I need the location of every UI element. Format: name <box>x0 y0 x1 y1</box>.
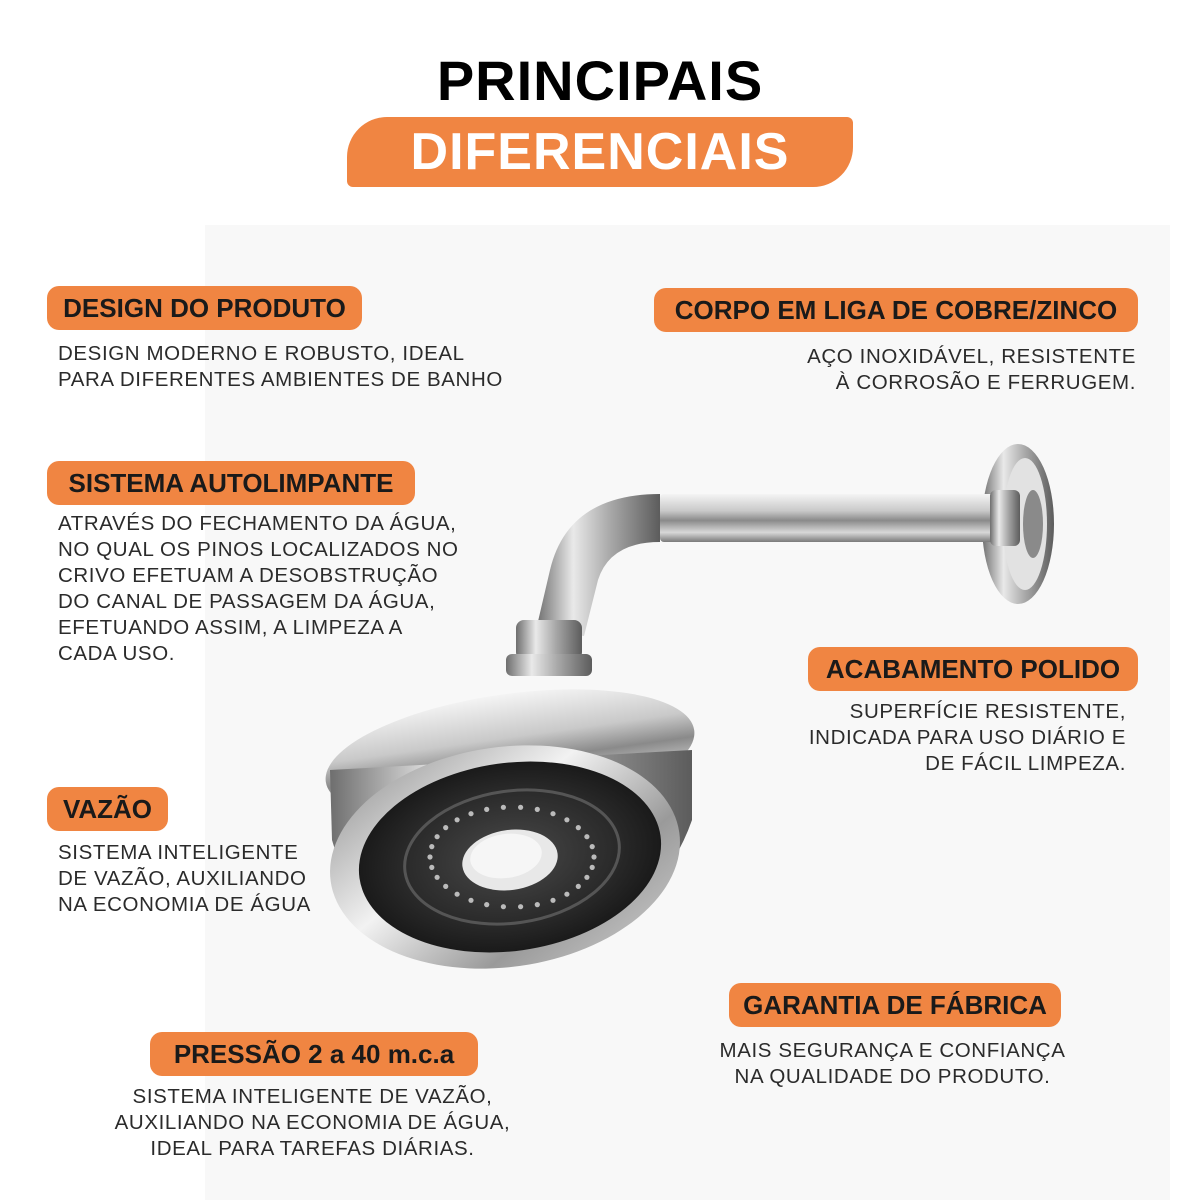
nozzle-dot <box>576 884 581 889</box>
feature-badge-design <box>47 286 362 330</box>
nozzle-dot <box>564 892 569 897</box>
nozzle-dot <box>501 904 506 909</box>
feature-title-body: CORPO EM LIGA DE COBRE/ZINCO <box>674 294 1118 325</box>
nozzle-dot <box>535 902 540 907</box>
feature-text-pressure: SISTEMA INTELIGENTE DE VAZÃO, AUXILIANDO NA ECONOMIA DE ÁGUA, IDEAL PARA TAREFAS DIÁRIAS. <box>114 1085 511 1160</box>
feature-title-selfclean: SISTEMA AUTOLIMPANTE <box>68 467 394 498</box>
nozzle-dot <box>576 825 581 830</box>
title-highlight-pill <box>347 117 853 187</box>
nozzle-dot <box>584 834 589 839</box>
feature-text-finish: SUPERFÍCIE RESISTENTE, INDICADA PARA USO DIÁRIO E DE FÁCIL LIMPEZA. <box>808 700 1126 775</box>
nozzle-dot <box>535 807 540 812</box>
nozzle-dot <box>550 811 555 816</box>
nozzle-dot <box>435 875 440 880</box>
nozzle-dot <box>518 904 523 909</box>
nozzle-dot <box>468 898 473 903</box>
nozzle-dot <box>435 834 440 839</box>
feature-badge-body <box>654 288 1138 332</box>
feature-badge-pressure <box>150 1032 478 1076</box>
page-subtitle: DIFERENCIAIS <box>410 123 790 181</box>
nozzle-dot <box>429 844 434 849</box>
feature-text-selfclean: ATRAVÉS DO FECHAMENTO DA ÁGUA, NO QUAL OS PINOS LOCALIZADOS NO CRIVO EFETUAM A DESOBSTRUÇÃO DO CANAL DE PASSAGEM DA ÁGUA, EFETUANDO ASSIM, A LIMPEZA A CADA USO. <box>58 512 459 665</box>
nozzle-dot <box>455 892 460 897</box>
nozzle-dot <box>590 844 595 849</box>
feature-text-design: DESIGN MODERNO E ROBUSTO, IDEAL PARA DIFERENTES AMBIENTES DE BANHO <box>58 342 503 391</box>
nozzle-dot <box>550 898 555 903</box>
nozzle-dot <box>564 817 569 822</box>
nozzle-dot <box>518 805 523 810</box>
page-title: PRINCIPAIS <box>436 49 764 112</box>
feature-text-flow: SISTEMA INTELIGENTE DE VAZÃO, AUXILIANDO NA ECONOMIA DE ÁGUA <box>58 841 311 916</box>
feature-badge-finish <box>808 647 1138 691</box>
feature-badge-flow <box>47 787 168 831</box>
nozzle-dot <box>484 902 489 907</box>
nozzle-dot <box>501 805 506 810</box>
feature-title-warranty: GARANTIA DE FÁBRICA <box>743 989 1047 1020</box>
feature-text-body: AÇO INOXIDÁVEL, RESISTENTE À CORROSÃO E FERRUGEM. <box>807 345 1136 394</box>
nozzle-dot <box>455 817 460 822</box>
feature-title-flow: VAZÃO <box>62 793 153 824</box>
feature-title-design: DESIGN DO PRODUTO <box>63 292 346 323</box>
nozzle-dot <box>591 854 596 859</box>
feature-title-pressure: PRESSÃO 2 a 40 m.c.a <box>173 1038 455 1069</box>
nozzle-dot <box>468 811 473 816</box>
nozzle-dot <box>429 865 434 870</box>
feature-title-finish: ACABAMENTO POLIDO <box>825 653 1121 684</box>
nozzle-dot <box>427 854 432 859</box>
feature-text-warranty: MAIS SEGURANÇA E CONFIANÇA NA QUALIDADE DO PRODUTO. <box>719 1039 1066 1088</box>
nozzle-dot <box>443 884 448 889</box>
feature-badge-selfclean <box>47 461 415 505</box>
nozzle-dot <box>484 807 489 812</box>
nozzle-dot <box>590 865 595 870</box>
feature-badge-warranty <box>729 983 1061 1027</box>
nozzle-dot <box>443 825 448 830</box>
nozzle-dot <box>584 875 589 880</box>
